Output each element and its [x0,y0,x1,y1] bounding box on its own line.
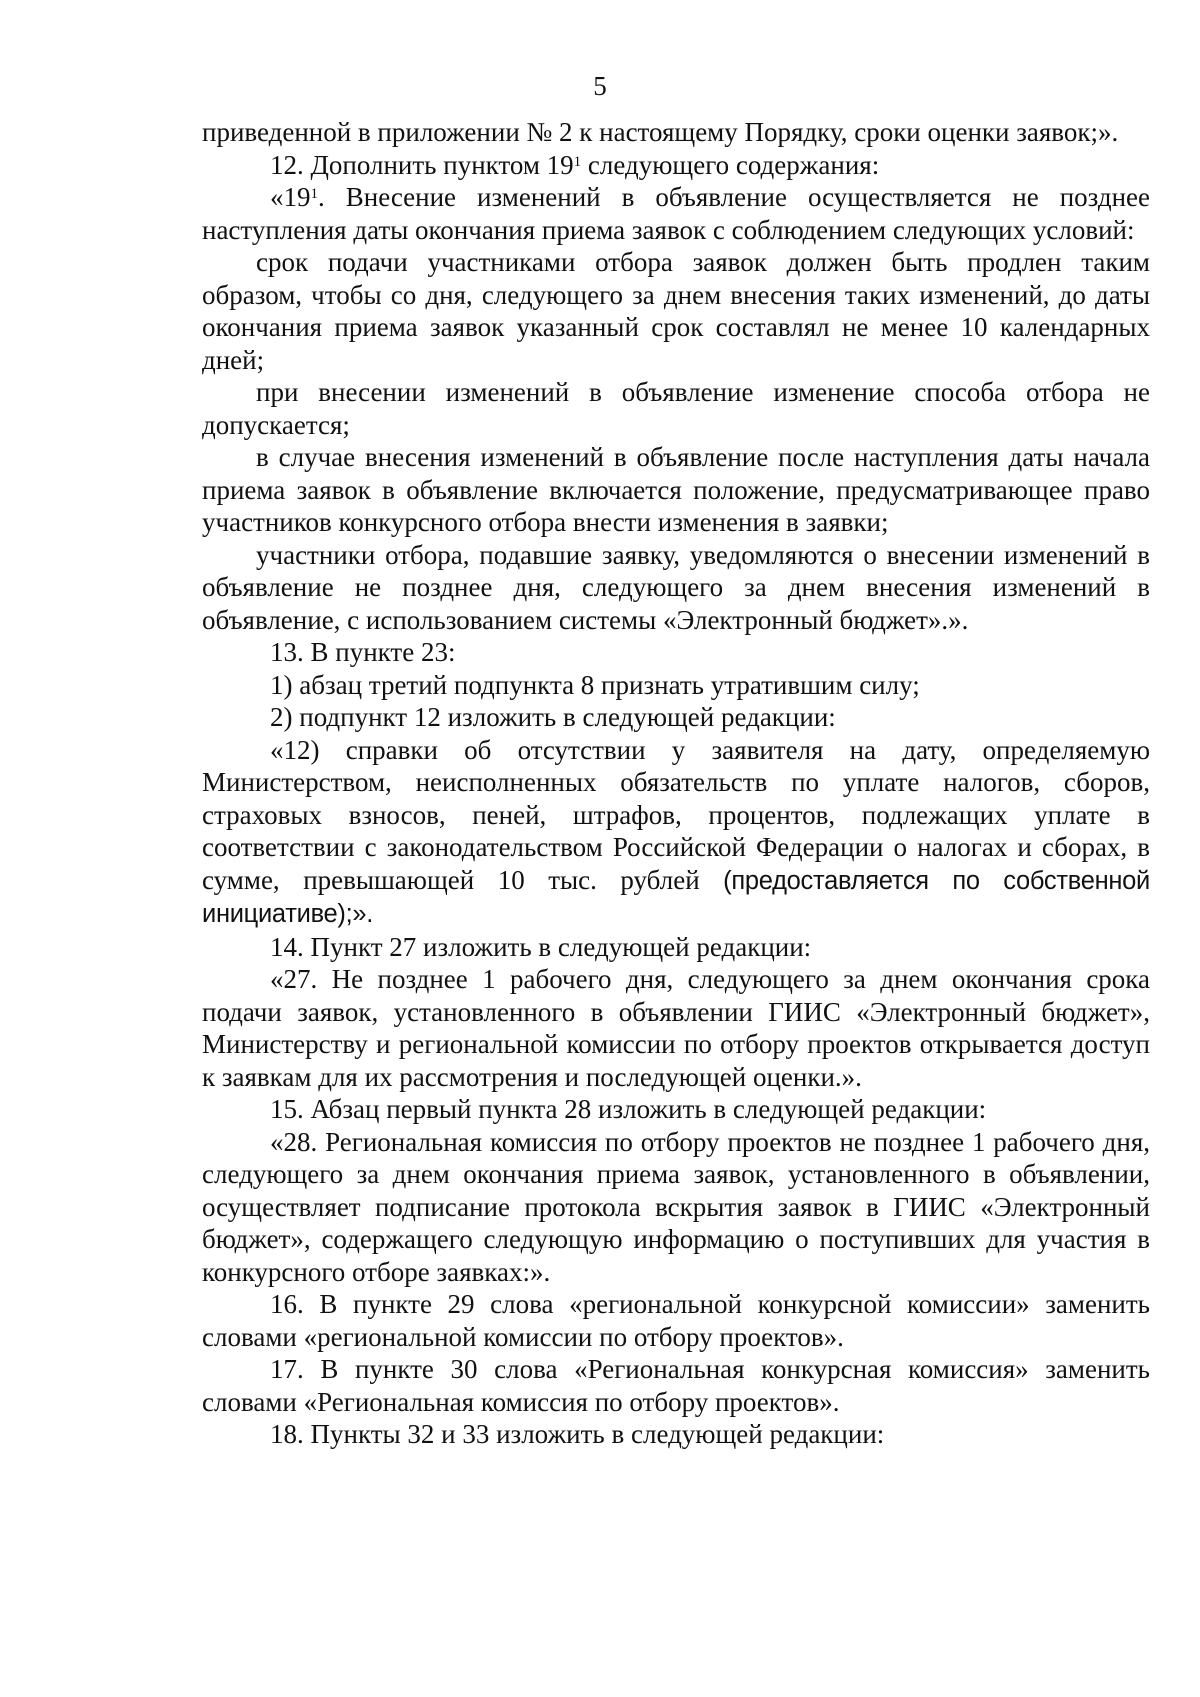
paragraph-item-16 [202,1288,1150,1353]
paragraph-continuation [202,116,1150,149]
paragraph-text: «27. Не позднее 1 рабочего дня, следующего за днем окончания срока подачи заявок, установленного в объявлении ГИИС «Электронный бюджет», Министерству и региональной комиссии по отбору проектов открывается доступ к заявкам для их рассмотрения и последующей оценки.». [202,964,1150,1092]
paragraph-text: участники отбора, подавшие заявку, уведомляются о внесении изменений в объявление не позднее дня, следующего за днем внесения изменений в объявление, с использованием системы «Электронный бюджет».». [202,539,1150,635]
paragraph-text: следующего содержания: [581,149,880,180]
paragraph-text: срок подачи участниками отбора заявок должен быть продлен таким образом, чтобы со дня, следующего за днем внесения таких изменений, до даты окончания приема заявок указанный срок составлял не менее 10 календарных дней; [202,247,1150,375]
paragraph-text: 1) абзац третий подпункта 8 признать утратившим силу; [270,669,920,700]
paragraph-text-insert: (предоставляется по собственной инициативе);». [202,866,1150,928]
paragraph-item-12 [202,149,1150,182]
paragraph-text: «19 [270,182,311,212]
paragraph-text: приведенной в приложении № 2 к настоящему Порядку, сроки оценки заявок;». [202,117,1119,147]
paragraph-text: 12. Дополнить пунктом 19 [270,149,574,180]
paragraph-text: 14. Пункт 27 изложить в следующей редакции: [270,931,812,962]
superscript: 1 [310,186,318,202]
paragraph-text: 16. В пункте 29 слова «региональной конкурсной комиссии» заменить словами «региональной комиссии по отбору проектов». [202,1289,1150,1352]
paragraph-subitem-2 [202,701,1150,734]
paragraph-item-17 [202,1353,1150,1418]
paragraph-quote-28 [202,1126,1150,1289]
paragraph-text: 13. В пункте 23: [270,637,456,667]
paragraph-item-18 [202,1418,1150,1451]
paragraph-quote-12 [202,734,1150,931]
page-number: 5 [593,71,607,101]
paragraph-text: 18. Пункты 32 и 33 изложить в следующей редакции: [270,1419,885,1449]
paragraph-quote-19-1 [202,181,1150,246]
document-body [202,116,1150,1451]
paragraph-text: «12) справки об отсутствии у заявителя на дату, определяемую Министерством, неисполненных обязательств по уплате налогов, сборов, страховых взносов, пеней, штрафов, процентов, подлежащих уплате в соответствии с законодательством Российской Федерации о налогах и сборах, в сумме, превышающей 10 тыс. рублей [202,734,1150,895]
paragraph-item-14 [202,931,1150,964]
paragraph-item-15 [202,1093,1150,1126]
paragraph-method [202,376,1150,441]
paragraph-text: «28. Региональная комиссия по отбору проектов не позднее 1 рабочего дня, следующего за днем окончания приема заявок, установленного в объявлении, осуществляет подписание протокола вскрытия заявок в ГИИС «Электронный бюджет», содержащего следующую информацию о поступивших для участия в конкурсного отборе заявках:». [202,1126,1150,1287]
paragraph-text: 17. В пункте 30 слова «Региональная конкурсная комиссия» заменить словами «Региональная комиссия по отбору проектов». [202,1354,1150,1417]
paragraph-subitem-1 [202,669,1150,702]
paragraph-text: 15. Абзац первый пункта 28 изложить в следующей редакции: [270,1094,987,1124]
paragraph-text: в случае внесения изменений в объявление после наступления даты начала приема заявок в объявление включается положение, предусматривающее право участников конкурсного отбора внести изменения в заявки; [202,442,1150,537]
paragraph-notify [202,539,1150,637]
paragraph-quote-27 [202,963,1150,1093]
paragraph-deadline [202,246,1150,376]
paragraph-item-13 [202,636,1150,669]
paragraph-text: при внесении изменений в объявление изменение способа отбора не допускается; [202,377,1150,440]
superscript: 1 [573,153,582,170]
paragraph-text: . Внесение изменений в объявление осуществляется не позднее наступления даты окончания приема заявок с соблюдением следующих условий: [202,182,1150,245]
paragraph-text: 2) подпункт 12 изложить в следующей редакции: [270,702,836,732]
paragraph-changes [202,441,1150,539]
